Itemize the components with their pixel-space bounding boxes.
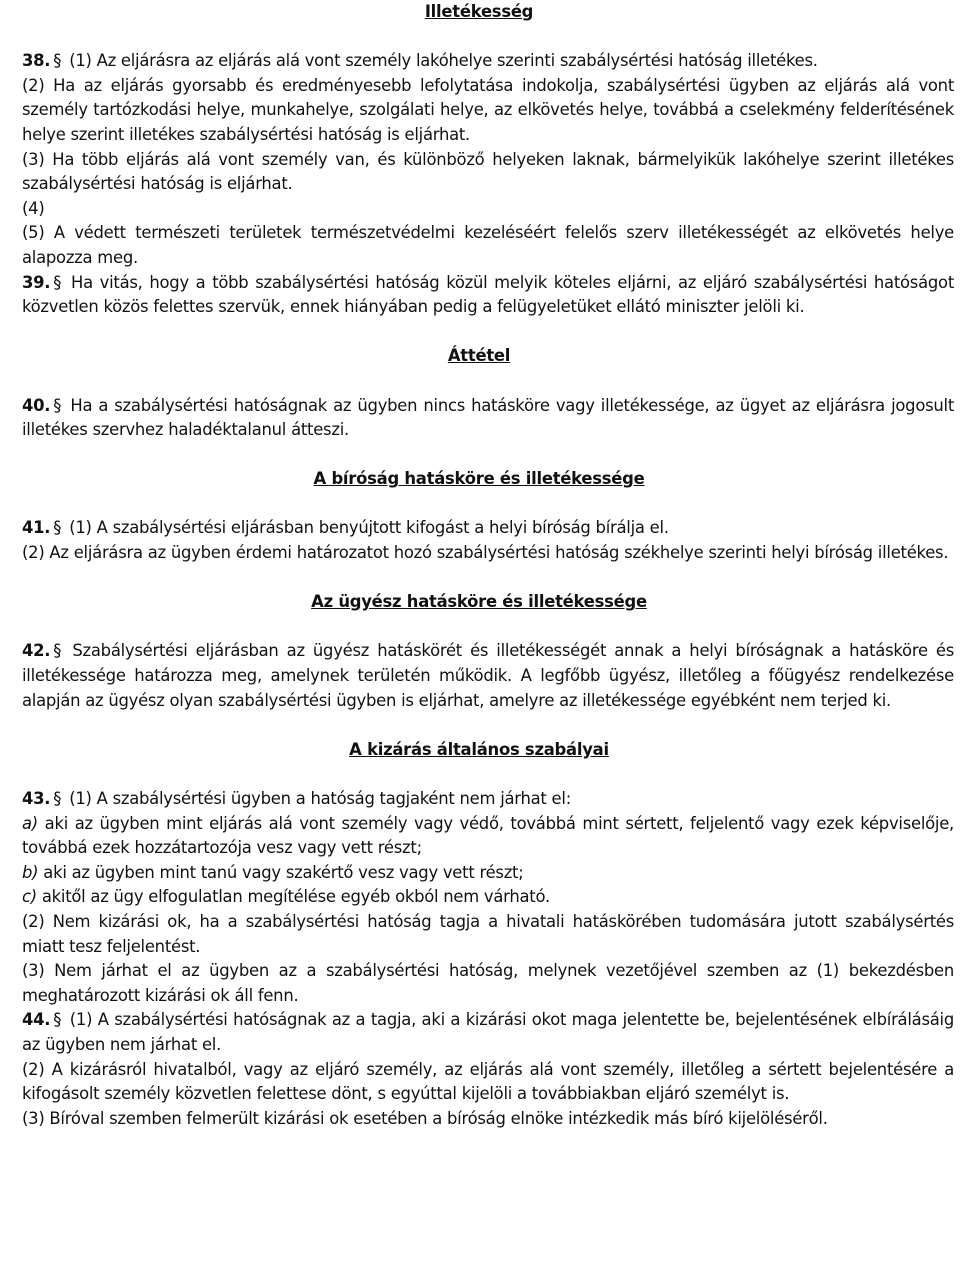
section-sign: § xyxy=(53,789,62,808)
paragraph-38-5: (5) A védett természeti területek természetvédelmi kezeléséért felelős szerv illetékességét az elkövetés helye alapozza meg. xyxy=(22,223,954,267)
paragraph-38-2: (2) Ha az eljárás gyorsabb és eredményesebb lefolytatása indokolja, szabálysértési ügyben az eljárás alá vont személy tartózkodási helye, munkahelye, szolgálati helye, az elkövetés helye, továbbá a cselekmény felderítésének helye szerint illetékes szabálysértési hatóság is eljárhat. xyxy=(22,75,954,144)
heading-birosag: A bíróság hatásköre és illetékessége xyxy=(313,469,645,489)
paragraph-43-a xyxy=(4,812,954,861)
paragraph-43-3: (3) Nem járhat el az ügyben az a szabálysértési hatóság, melynek vezetőjével szemben az (1) bekezdésben meghatározott kizárási ok áll fenn. xyxy=(22,961,954,1005)
paragraph-44-1-text: (1) A szabálysértési hatóságnak az a tagja, aki a kizárási okot maga jelentette be, bejelentésének elbírálásáig az ügyben nem járhat el. xyxy=(22,1010,954,1054)
paragraph-38-4: (4) xyxy=(22,198,45,218)
heading-illetekesseg: Illetékesség xyxy=(424,2,534,21)
section-number-39: 39. xyxy=(22,272,51,292)
section-sign: § xyxy=(53,272,62,292)
paragraph-40-text: Ha a szabálysértési hatóságnak az ügyben nincs hatásköre vagy illetékessége, az ügyet az eljárásra jogosult illetékes szervhez haladéktalanul átteszi. xyxy=(22,395,955,440)
paragraph-44-1 xyxy=(4,1008,954,1057)
paragraph-42 xyxy=(4,639,954,713)
section-sign: § xyxy=(53,395,62,415)
section-number-44: 44. xyxy=(22,1010,51,1030)
point-text-b: aki az ügyben mint tanú vagy szakértő vesz vagy vett részt; xyxy=(43,862,524,882)
section-sign: § xyxy=(53,518,62,538)
point-text-c: akitől az ügy elfogulatlan megítélése egyéb okból nem várható. xyxy=(41,887,550,907)
point-label-c: c) xyxy=(22,887,37,907)
section-number-43: 43. xyxy=(22,789,51,808)
section-number-42: 42. xyxy=(22,641,51,661)
paragraph-43-b xyxy=(4,861,954,886)
heading-ugyesz: Az ügyész hatásköre és illetékessége xyxy=(311,592,647,612)
point-label-a: a) xyxy=(22,813,38,833)
paragraph-43-1-text: (1) A szabálysértési ügyben a hatóság tagjaként nem járhat el: xyxy=(69,789,571,808)
paragraph-38-1 xyxy=(4,49,954,74)
paragraph-39 xyxy=(4,271,954,320)
paragraph-43-c xyxy=(4,885,954,910)
paragraph-44-3: (3) Bíróval szemben felmerült kizárási ok esetében a bíróság elnöke intézkedik más bíró kijelöléséről. xyxy=(22,1108,828,1128)
paragraph-41-1-text: (1) A szabálysértési eljárásban benyújtott kifogást a helyi bíróság bírálja el. xyxy=(69,518,669,538)
point-label-b: b) xyxy=(22,862,39,882)
section-number-38: 38. xyxy=(22,51,51,71)
section-sign: § xyxy=(53,51,62,71)
section-sign: § xyxy=(53,641,62,661)
heading-attetel: Áttétel xyxy=(447,346,511,366)
paragraph-39-text: Ha vitás, hogy a több szabálysértési hatóság közül melyik köteles eljárni, az eljáró szabálysértési hatóságot közvetlen közös felettes szervük, ennek hiányában pedig a felügyeletüket ellátó miniszter jelöli ki. xyxy=(22,272,955,317)
section-number-41: 41. xyxy=(22,518,51,538)
paragraph-38-3: (3) Ha több eljárás alá vont személy van, és különböző helyeken laknak, bármelyikük lakóhelye szerint illetékes szabálysértési hatóság is eljárhat. xyxy=(22,149,954,194)
paragraph-40 xyxy=(4,394,954,443)
point-text-a: aki az ügyben mint eljárás alá vont személy vagy védő, továbbá mint sértett, feljelentő vagy ezek képviselője, továbbá ezek hozzátartozója vesz vagy vett részt; xyxy=(22,813,954,858)
paragraph-41-1 xyxy=(4,516,954,541)
paragraph-44-2: (2) A kizárásról hivatalból, vagy az eljáró személy, az eljárás alá vont személy, illetőleg a sértett bejelentésére a kifogásolt személy közvetlen felettese dönt, s egyúttal kijelöli a továbbiakban eljáró személyt is. xyxy=(22,1059,954,1104)
paragraph-43-1 xyxy=(4,787,954,812)
paragraph-38-1-text: (1) Az eljárásra az eljárás alá vont személy lakóhelye szerinti szabálysértési hatóság illetékes. xyxy=(69,51,818,71)
section-sign: § xyxy=(53,1010,62,1030)
paragraph-43-2: (2) Nem kizárási ok, ha a szabálysértési hatóság tagja a hivatali hatáskörében tudomására jutott szabálysértés miatt tesz feljelentést. xyxy=(22,911,954,956)
section-number-40: 40. xyxy=(22,395,51,415)
paragraph-42-text: Szabálysértési eljárásban az ügyész hatáskörét és illetékességét annak a helyi bíróságnak a hatásköre és illetékessége határozza meg, amelynek területén működik. A legfőbb ügyész, illetőleg a főügyész rendelkezése alapján az ügyész olyan szabálysértési ügyben is eljárhat, amelyre az illetékessége egyébként nem terjed ki. xyxy=(22,641,954,710)
heading-kizaras: A kizárás általános szabályai xyxy=(349,739,609,759)
paragraph-41-2: (2) Az eljárásra az ügyben érdemi határozatot hozó szabálysértési hatóság székhelye szerinti helyi bíróság illetékes. xyxy=(22,543,949,563)
